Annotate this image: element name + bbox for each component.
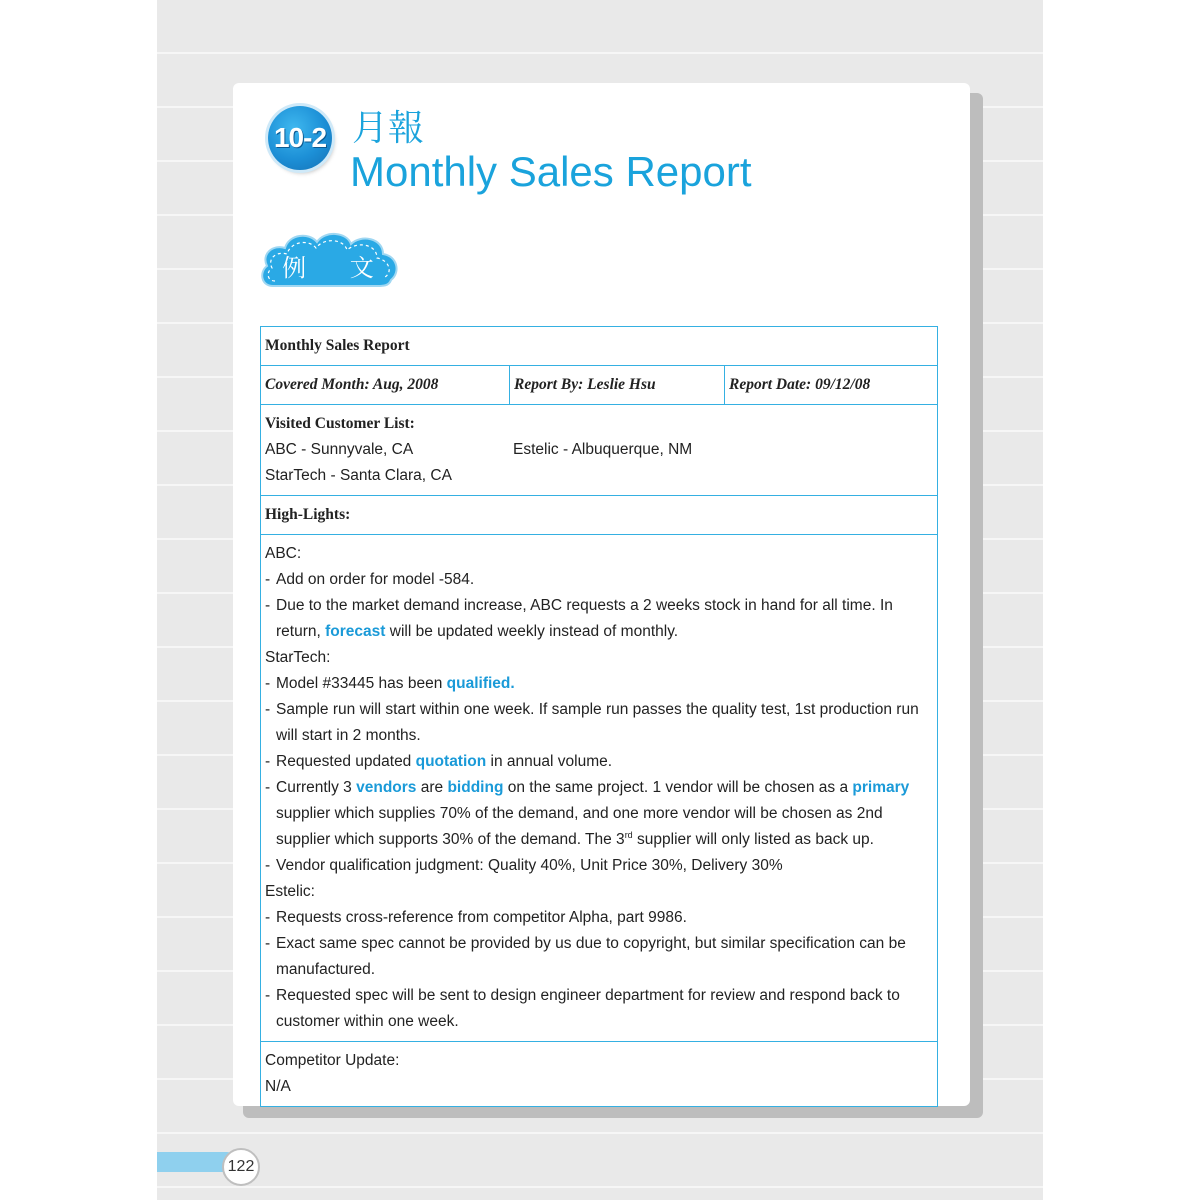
- table-row: [261, 405, 938, 496]
- list-item: [265, 905, 933, 931]
- bullet-dash: -: [265, 909, 271, 926]
- bullet-dash: -: [265, 675, 271, 692]
- bullet-dash: -: [265, 597, 271, 614]
- covered-month-cell: Covered Month: Aug, 2008: [261, 366, 510, 405]
- bullet-dash: -: [265, 935, 271, 952]
- visited-list: [265, 437, 933, 489]
- list-item: [265, 931, 933, 983]
- report-date-cell: Report Date: 09/12/08: [725, 366, 938, 405]
- list-item: [265, 853, 933, 879]
- bullet-dash: -: [265, 987, 271, 1004]
- customer-heading: Estelic:: [265, 883, 315, 900]
- bullet-text: Requested updated quotation in annual volume.: [276, 753, 613, 770]
- bullet-text: Requested spec will be sent to design engineer department for review and respond back to customer within one week.: [276, 987, 900, 1030]
- keyword-highlight: forecast: [325, 623, 386, 640]
- list-item: [265, 567, 933, 593]
- bullet-dash: -: [265, 753, 271, 770]
- competitor-heading: Competitor Update:: [265, 1052, 400, 1069]
- visited-customers-cell: [261, 405, 938, 496]
- competitor-update-cell: [261, 1042, 938, 1107]
- highlights-body: [261, 535, 938, 1042]
- table-row: [261, 366, 938, 405]
- bullet-text: Requests cross-reference from competitor Alpha, part 9986.: [276, 909, 687, 926]
- keyword-highlight: qualified: [446, 675, 511, 692]
- keyword-highlight: vendors: [356, 779, 417, 796]
- list-item: [265, 749, 933, 775]
- bullet-dash: -: [265, 701, 271, 718]
- list-item: ABC - Sunnyvale, CA: [265, 441, 414, 458]
- competitor-value: N/A: [265, 1078, 291, 1095]
- bullet-dash: -: [265, 779, 271, 796]
- bullet-text: Add on order for model -584.: [276, 571, 475, 588]
- keyword-highlight: bidding: [447, 779, 504, 796]
- bullet-text: Model #33445 has been qualified.: [276, 675, 515, 692]
- table-row: [261, 535, 938, 1042]
- list-item: [265, 983, 933, 1035]
- keyword-highlight: quotation: [415, 753, 487, 770]
- customer-heading: StarTech:: [265, 649, 331, 666]
- bullet-text: Exact same spec cannot be provided by us due to copyright, but similar specification can be manufactured.: [276, 935, 906, 978]
- page-title-english: Monthly Sales Report: [350, 148, 752, 195]
- visited-heading: Visited Customer List:: [265, 415, 415, 432]
- keyword-highlight: primary: [852, 779, 910, 796]
- list-item: [265, 593, 933, 645]
- list-item: Estelic - Albuquerque, NM: [513, 441, 693, 458]
- report-title-cell: Monthly Sales Report: [261, 327, 938, 366]
- section-number: 10-2: [273, 122, 327, 153]
- bullet-dash: -: [265, 571, 271, 588]
- table-row: [261, 496, 938, 535]
- bullet-text: Currently 3 vendors are bidding on the same project. 1 vendor will be chosen as a primary supplier which supplies 70% of the demand, and one more vendor will be chosen as 2nd supplier which supports 30% of the demand. The 3rd supplier will only listed as back up.: [276, 779, 910, 848]
- customer-heading: ABC:: [265, 545, 302, 562]
- report-by-cell: Report By: Leslie Hsu: [510, 366, 725, 405]
- example-label: 例 文: [282, 254, 392, 282]
- table-row: [261, 327, 938, 366]
- bullet-dash: -: [265, 857, 271, 874]
- list-item: [265, 775, 933, 853]
- bullet-text: Due to the market demand increase, ABC requests a 2 weeks stock in hand for all time. In return, forecast will be updated weekly instead of monthly.: [276, 597, 893, 640]
- table-row: [261, 1042, 938, 1107]
- page-number: 122: [222, 1148, 260, 1186]
- bullet-text: Vendor qualification judgment: Quality 40%, Unit Price 30%, Delivery 30%: [276, 857, 783, 874]
- list-item: [265, 671, 933, 697]
- highlights-heading: High-Lights:: [261, 496, 938, 535]
- page-title-chinese: 月報: [352, 108, 425, 149]
- bullet-text: Sample run will start within one week. If sample run passes the quality test, 1st production run will start in 2 months.: [276, 701, 919, 744]
- list-item: StarTech - Santa Clara, CA: [265, 467, 452, 484]
- report-table: [260, 326, 938, 1107]
- list-item: [265, 697, 933, 749]
- section-number-badge: [268, 106, 332, 170]
